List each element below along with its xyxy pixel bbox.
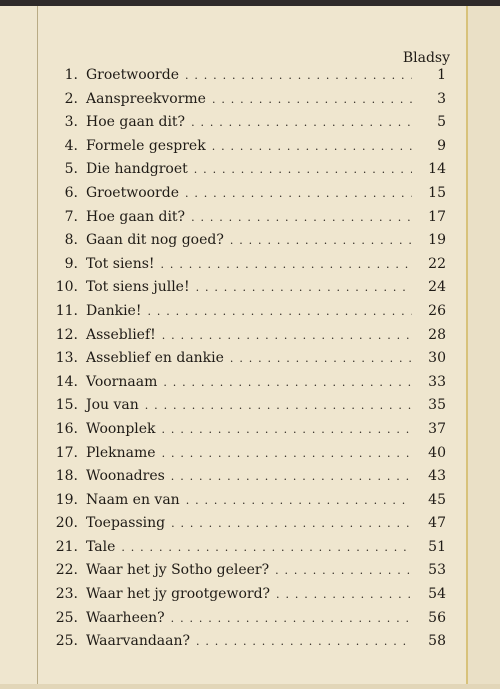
toc-entry xyxy=(50,253,446,277)
toc-entry-title: Tot siens julle! xyxy=(86,279,190,296)
dot-leader xyxy=(212,135,412,159)
toc-entry-title: Woonadres xyxy=(86,468,165,485)
dot-leader xyxy=(191,206,412,230)
toc-entry-title: Voornaam xyxy=(86,373,158,390)
toc-entry xyxy=(50,583,446,607)
toc-entry-number: 12. xyxy=(55,326,78,343)
toc-entry xyxy=(50,64,446,88)
toc-entry-page: 51 xyxy=(428,538,446,555)
dot-leader xyxy=(162,418,412,442)
toc-entry xyxy=(50,347,446,371)
dot-leader xyxy=(230,229,412,253)
dot-leader xyxy=(121,536,412,560)
toc-entry-number: 25. xyxy=(55,609,78,626)
toc-entry-number: 17. xyxy=(55,444,78,461)
dot-leader xyxy=(185,64,412,88)
toc-entry-number: 7. xyxy=(64,208,78,225)
toc-entry-page: 58 xyxy=(428,633,446,650)
toc-entry-page: 14 xyxy=(428,161,446,178)
toc-entry-title: Die handgroet xyxy=(86,161,188,178)
toc-entry-title: Jou van xyxy=(86,397,139,414)
dot-leader xyxy=(186,489,412,513)
toc-entry xyxy=(50,229,446,253)
dot-leader xyxy=(162,442,412,466)
dot-leader xyxy=(171,607,412,631)
toc-entry-number: 5. xyxy=(64,161,78,178)
toc-entry-number: 6. xyxy=(64,184,78,201)
toc-entry-title: Woonplek xyxy=(86,420,156,437)
toc-entry xyxy=(50,324,446,348)
toc-entry-title: Waarvandaan? xyxy=(86,633,191,650)
toc-entry-page: 37 xyxy=(428,420,446,437)
toc-entry-number: 3. xyxy=(64,114,78,131)
toc-entry-title: Hoe gaan dit? xyxy=(86,208,186,225)
toc-entry-title: Dankie! xyxy=(86,302,142,319)
dot-leader xyxy=(185,182,412,206)
toc-entry-page: 45 xyxy=(428,491,446,508)
toc-entry xyxy=(50,135,446,159)
dot-leader xyxy=(163,371,412,395)
dot-leader xyxy=(145,394,412,418)
toc-entry-number: 25. xyxy=(55,633,78,650)
toc-entry-page: 43 xyxy=(428,468,446,485)
toc-entry-number: 22. xyxy=(55,562,78,579)
toc-entry-number: 15. xyxy=(55,397,78,414)
toc-entry-page: 3 xyxy=(437,90,446,107)
toc-entry-page: 47 xyxy=(428,515,446,532)
page-top-edge xyxy=(0,0,500,6)
toc-entry xyxy=(50,418,446,442)
toc-entry xyxy=(50,536,446,560)
toc-entry-number: 10. xyxy=(55,279,78,296)
toc-entry xyxy=(50,88,446,112)
toc-entry-title: Waar het jy Sotho geleer? xyxy=(86,562,270,579)
toc-entry-title: Tot siens! xyxy=(86,255,155,272)
dot-leader xyxy=(275,559,412,583)
toc-entry-number: 20. xyxy=(55,515,78,532)
toc-entry-page: 15 xyxy=(428,184,446,201)
dot-leader xyxy=(161,253,412,277)
toc-entry xyxy=(50,394,446,418)
toc-entry xyxy=(50,158,446,182)
dot-leader xyxy=(171,465,412,489)
dot-leader xyxy=(162,324,412,348)
page-column-header: Bladsy xyxy=(402,50,450,66)
dot-leader xyxy=(276,583,412,607)
toc-entry-title: Hoe gaan dit? xyxy=(86,114,186,131)
toc-entry-number: 13. xyxy=(55,350,78,367)
left-margin-rule xyxy=(37,6,38,689)
toc-entry-number: 21. xyxy=(55,538,78,555)
toc-entry-page: 19 xyxy=(428,232,446,249)
toc-entry-page: 35 xyxy=(428,397,446,414)
toc-entry xyxy=(50,442,446,466)
toc-entry-title: Waarheen? xyxy=(86,609,165,626)
dot-leader xyxy=(196,630,412,654)
toc-entry-title: Aanspreekvorme xyxy=(86,90,206,107)
page-bottom-edge xyxy=(0,684,500,689)
table-of-contents xyxy=(50,64,446,654)
dot-leader xyxy=(191,111,412,135)
toc-entry xyxy=(50,206,446,230)
toc-entry-title: Naam en van xyxy=(86,491,180,508)
toc-entry xyxy=(50,300,446,324)
toc-entry-page: 30 xyxy=(428,350,446,367)
toc-entry-title: Groetwoorde xyxy=(86,184,179,201)
dot-leader xyxy=(196,276,412,300)
toc-entry-page: 28 xyxy=(428,326,446,343)
toc-entry-page: 9 xyxy=(437,137,446,154)
toc-entry-number: 8. xyxy=(64,232,78,249)
toc-entry-page: 40 xyxy=(428,444,446,461)
toc-entry-page: 56 xyxy=(428,609,446,626)
toc-entry-number: 11. xyxy=(55,302,78,319)
toc-entry-page: 24 xyxy=(428,279,446,296)
toc-entry xyxy=(50,607,446,631)
dot-leader xyxy=(230,347,412,371)
toc-entry-number: 1. xyxy=(64,67,78,83)
toc-entry-page: 53 xyxy=(428,562,446,579)
toc-entry-title: Toepassing xyxy=(86,515,166,532)
toc-entry-number: 19. xyxy=(55,491,78,508)
toc-entry-number: 2. xyxy=(64,90,78,107)
toc-entry xyxy=(50,465,446,489)
toc-entry-number: 16. xyxy=(55,420,78,437)
toc-entry-title: Tale xyxy=(86,538,116,555)
toc-entry-page: 22 xyxy=(428,255,446,272)
toc-entry-number: 23. xyxy=(55,586,78,603)
toc-entry xyxy=(50,182,446,206)
toc-entry-page: 33 xyxy=(428,373,446,390)
toc-entry-page: 1 xyxy=(437,67,446,83)
toc-entry xyxy=(50,111,446,135)
toc-entry-page: 26 xyxy=(428,302,446,319)
toc-entry xyxy=(50,489,446,513)
dot-leader xyxy=(147,300,412,324)
toc-entry-title: Waar het jy grootgeword? xyxy=(86,586,271,603)
toc-entry-title: Groetwoorde xyxy=(86,67,179,83)
dot-leader xyxy=(171,512,412,536)
toc-entry-number: 4. xyxy=(64,137,78,154)
toc-entry-page: 5 xyxy=(437,114,446,131)
toc-entry xyxy=(50,559,446,583)
dot-leader xyxy=(212,88,412,112)
right-margin xyxy=(468,6,500,689)
toc-entry xyxy=(50,512,446,536)
toc-entry-number: 14. xyxy=(55,373,78,390)
toc-entry-title: Plekname xyxy=(86,444,156,461)
toc-entry xyxy=(50,371,446,395)
toc-entry-number: 9. xyxy=(64,255,78,272)
toc-entry-title: Gaan dit nog goed? xyxy=(86,232,224,249)
toc-entry-page: 54 xyxy=(428,586,446,603)
toc-entry xyxy=(50,276,446,300)
toc-entry-title: Asseblief en dankie xyxy=(86,350,224,367)
toc-entry xyxy=(50,630,446,654)
toc-entry-title: Formele gesprek xyxy=(86,137,206,154)
dot-leader xyxy=(194,158,412,182)
toc-entry-number: 18. xyxy=(55,468,78,485)
toc-entry-title: Asseblief! xyxy=(86,326,156,343)
toc-entry-page: 17 xyxy=(428,208,446,225)
